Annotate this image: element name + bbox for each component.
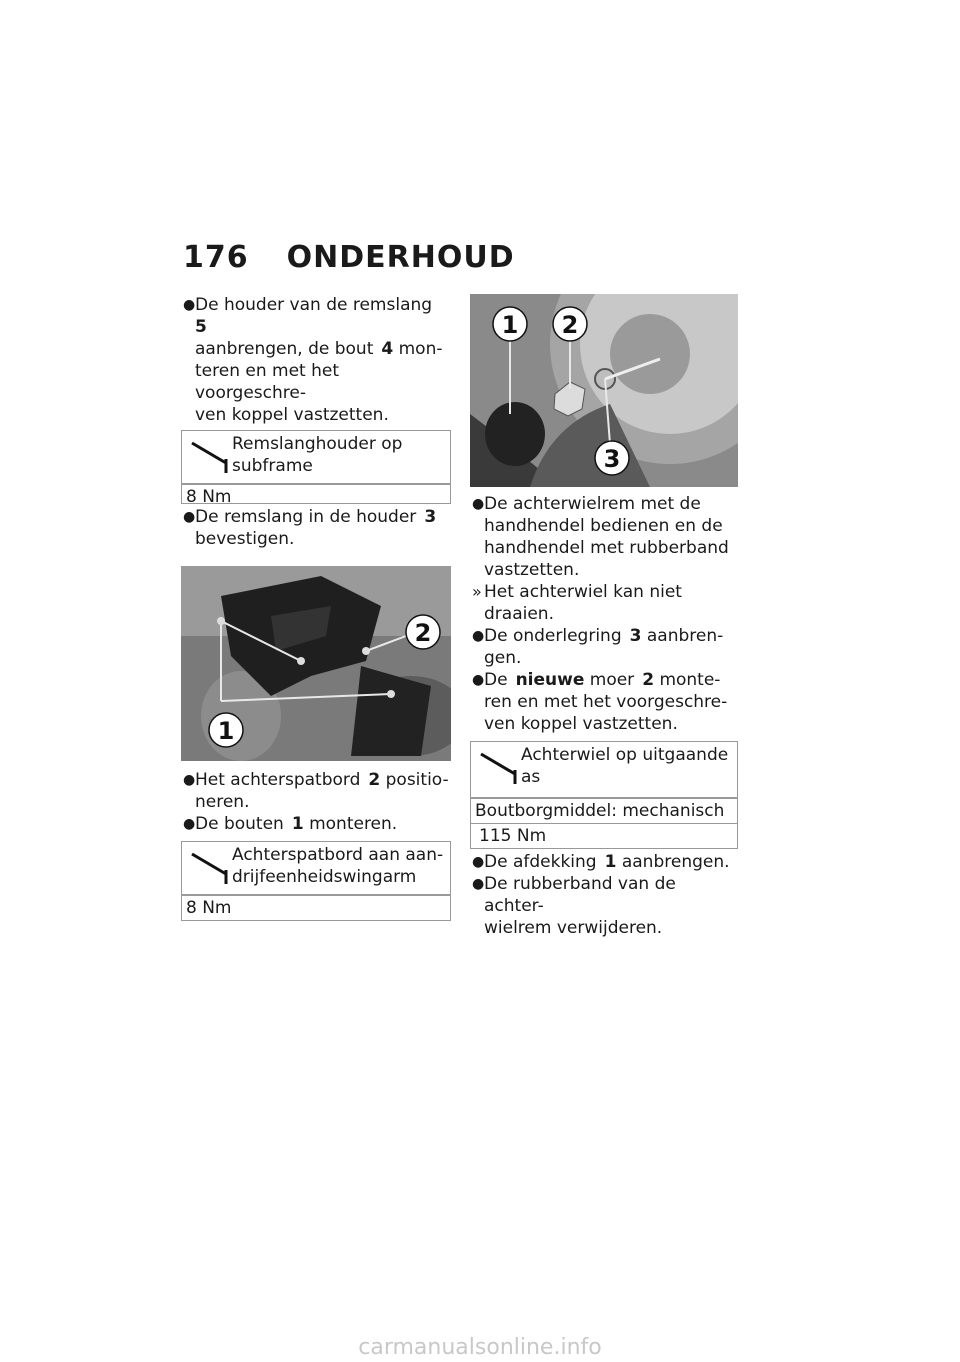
page-header: [183, 240, 515, 280]
callout-label: 1: [501, 311, 519, 339]
emphasis-new: nieuwe: [515, 670, 585, 690]
ref-number: 3: [629, 626, 642, 646]
torque-spec-table: [470, 741, 738, 849]
torque-spec-header: Remslanghouder op subframe: [182, 431, 450, 484]
bullet-icon: ●: [472, 876, 485, 892]
ref-number: 4: [381, 339, 394, 359]
right-column: [470, 294, 738, 939]
ref-number: 2: [642, 670, 655, 690]
torque-spec-header: Achterspatbord aan aan- drijfeenheidswingarm: [182, 842, 450, 895]
torque-wrench-icon: [477, 748, 521, 788]
bullet-icon: ●: [472, 496, 485, 512]
bullet-icon: ●: [183, 816, 196, 832]
torque-spec-header: Achterwiel op uitgaande as: [471, 742, 737, 798]
torque-value: 8 Nm: [182, 895, 450, 920]
torque-spec-table: [181, 430, 451, 507]
step-cover: ● De afdekking 1 aanbrengen.: [472, 852, 730, 872]
bullet-icon: ●: [472, 672, 485, 688]
torque-value: 8 Nm: [182, 484, 450, 509]
callout-label: 3: [603, 445, 621, 473]
ref-number: 1: [604, 852, 617, 872]
bullet-icon: ●: [472, 628, 485, 644]
step-washer: ● De onderlegring 3 aanbren- gen.: [472, 626, 724, 668]
callout-label: 1: [217, 717, 235, 745]
step-apply-brake: ● De achterwielrem met de handhendel bedienen en de handhendel met rubberband vastzetten.: [472, 494, 729, 580]
torque-value: 115 Nm: [471, 823, 737, 848]
step-mount-bolts: ● De bouten 1 monteren.: [183, 814, 398, 834]
torque-spec-table: [181, 841, 451, 921]
page-number: 176: [183, 240, 249, 275]
step-position-fender: ● Het achterspatbord 2 positio- neren.: [183, 770, 449, 812]
step-new-nut: ● De nieuwe moer 2 monte- ren en met het voorgeschre- ven koppel vastzetten.: [472, 670, 728, 734]
step-remove-band: ● De rubberband van de achter- wielrem verwijderen.: [472, 874, 676, 938]
ref-number: 2: [368, 770, 381, 790]
bullet-icon: ●: [183, 772, 196, 788]
wheel-photo: [470, 294, 738, 487]
callout-label: 2: [414, 619, 432, 647]
ref-number: 5: [195, 317, 207, 337]
fender-photo: [181, 566, 451, 761]
watermark: carmanualsonline.info: [358, 1335, 602, 1360]
step-fasten-hose: ● De remslang in de houder 3 bevestigen.: [183, 507, 437, 549]
bullet-icon: ●: [183, 509, 196, 525]
result-marker: »: [472, 582, 482, 601]
step-mount-holder: ● De houder van de remslang5 aanbrengen, de bout 4 mon- teren en met het voorgeschre- ven koppel vastzetten.: [183, 295, 443, 425]
result-wheel-locked: » Het achterwiel kan niet draaien.: [472, 582, 682, 624]
callout-label: 2: [561, 311, 579, 339]
chapter-title: ONDERHOUD: [286, 240, 515, 275]
torque-wrench-icon: [188, 437, 232, 477]
locking-agent: Boutborgmiddel: mechanisch: [471, 798, 737, 823]
bullet-icon: ●: [472, 854, 485, 870]
torque-wrench-icon: [188, 848, 232, 888]
ref-number: 3: [424, 507, 437, 527]
ref-number: 1: [291, 814, 304, 834]
left-column: [181, 294, 451, 923]
bullet-icon: ●: [183, 297, 196, 313]
